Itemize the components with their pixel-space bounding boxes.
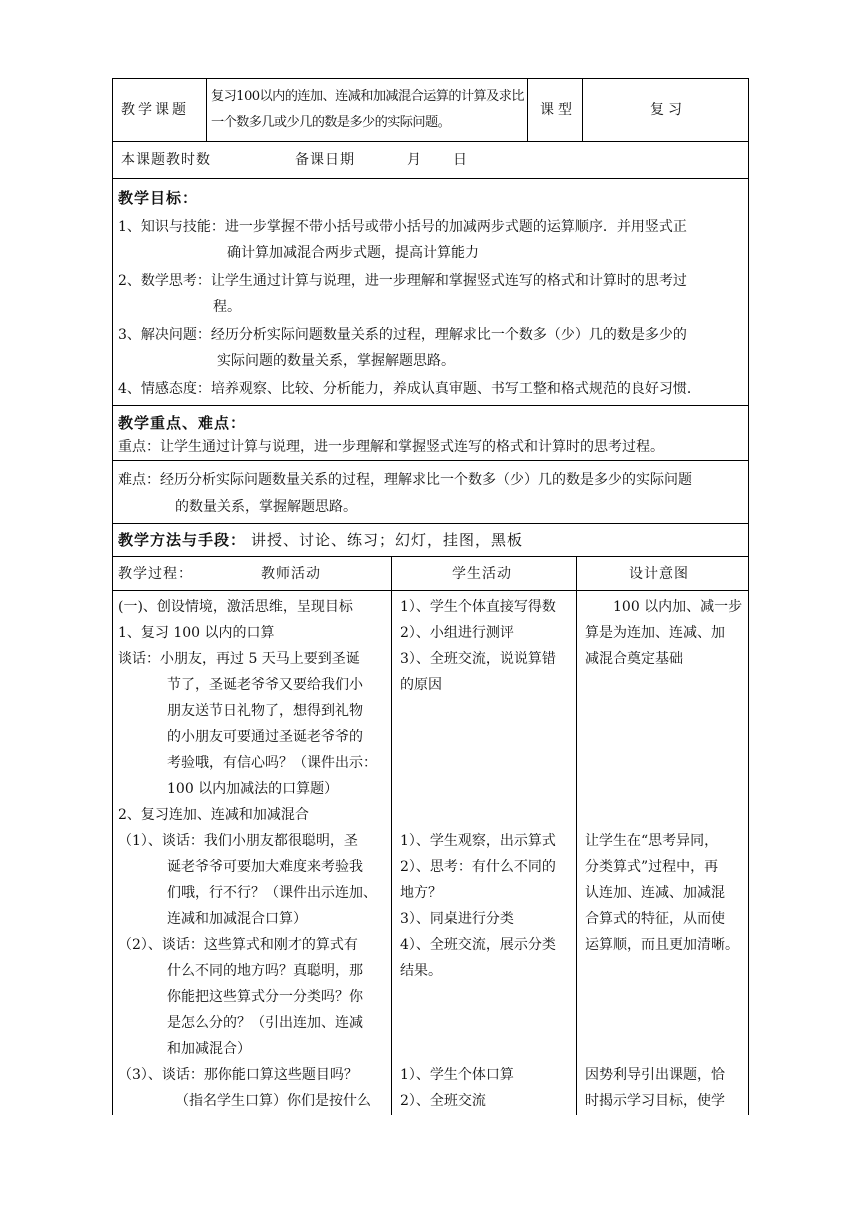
teacher-line: (一)、创设情境，激活思维，呈现目标 bbox=[118, 599, 353, 615]
methods-value: 讲授、讨论、练习；幻灯，挂图，黑板 bbox=[251, 531, 524, 549]
teacher-line: 考验哦，有信心吗？（课件出示： bbox=[167, 755, 377, 771]
teacher-line: 们哦，行不行？（课件出示连加、 bbox=[167, 885, 377, 901]
student-line: 的原因 bbox=[400, 677, 442, 693]
design-line: 时揭示学习目标，使学 bbox=[585, 1093, 725, 1109]
student-line: 2）、全班交流 bbox=[400, 1093, 486, 1109]
difficulty-line2: 的数量关系，掌握解题思路。 bbox=[175, 499, 357, 515]
design-line: 让学生在“思考异同， bbox=[585, 833, 719, 849]
objectives-section bbox=[112, 178, 749, 405]
teacher-activity-header: 教师活动 bbox=[261, 566, 321, 582]
key-points-section bbox=[112, 405, 749, 460]
objective-4-line1: 4、情感态度：培养观察、比较、分析能力，养成认真审题、书写工整和格式规范的良好习惯． bbox=[118, 381, 701, 397]
lesson-plan-table bbox=[112, 78, 749, 1115]
hours-row bbox=[112, 141, 749, 178]
type-value: 复习 bbox=[650, 102, 686, 118]
month-label: 月 bbox=[407, 152, 421, 168]
date-label: 备课日期 bbox=[295, 152, 355, 168]
objective-1-line2: 确计算加减混合两步式题，提高计算能力 bbox=[227, 245, 479, 261]
design-line: 分类算式”过程中，再 bbox=[585, 859, 719, 875]
student-line: 结果。 bbox=[400, 963, 442, 979]
teacher-line: 是怎么分的？（引出连加、连减 bbox=[167, 1015, 363, 1031]
student-line: 3）、全班交流，说说算错 bbox=[400, 651, 556, 667]
teacher-line: 朋友送节日礼物了，想得到礼物 bbox=[167, 703, 363, 719]
design-line: 认连加、连减、加减混 bbox=[585, 885, 725, 901]
student-line: 2）、小组进行测评 bbox=[400, 625, 514, 641]
process-header-row bbox=[112, 556, 749, 590]
student-line: 1）、学生个体直接写得数 bbox=[400, 599, 556, 615]
teacher-line: （指名学生口算）你们是按什么 bbox=[175, 1093, 371, 1109]
design-line: 算是为连加、连减、加 bbox=[585, 625, 725, 641]
student-activity-header: 学生活动 bbox=[452, 566, 512, 582]
student-line: 3）、同桌进行分类 bbox=[400, 911, 514, 927]
teacher-line: 节了，圣诞老爷爷又要给我们小 bbox=[167, 677, 363, 693]
teacher-line: 你能把这些算式分一分类吗？你 bbox=[167, 989, 363, 1005]
difficulty-section bbox=[112, 460, 749, 523]
objective-2-line2: 程。 bbox=[213, 299, 241, 315]
student-line: 地方？ bbox=[400, 885, 442, 901]
objective-3-line1: 3、解决问题：经历分析实际问题数量关系的过程，理解求比一个数多（少）几的数是多少的 bbox=[118, 327, 687, 343]
student-line: 1）、学生观察，出示算式 bbox=[400, 833, 556, 849]
teacher-line: 的小朋友可要通过圣诞老爷爷的 bbox=[167, 729, 363, 745]
objective-3-line2: 实际问题的数量关系，掌握解题思路。 bbox=[217, 353, 455, 369]
design-line: 100 以内加、减一步 bbox=[613, 599, 743, 615]
student-line: 4）、全班交流，展示分类 bbox=[400, 937, 556, 953]
design-intent-header: 设计意图 bbox=[629, 566, 689, 582]
type-label: 课型 bbox=[540, 102, 576, 118]
student-line: 2）、思考：有什么不同的 bbox=[400, 859, 556, 875]
student-line: 1）、学生个体口算 bbox=[400, 1067, 514, 1083]
teacher-line: （2）、谈话：这些算式和刚才的算式有 bbox=[118, 937, 358, 953]
design-intent-column bbox=[576, 591, 750, 1115]
teacher-line: 100 以内加减法的口算题） bbox=[167, 781, 339, 797]
hours-label: 本课题教时数 bbox=[121, 152, 211, 168]
teacher-line: 和加减混合） bbox=[167, 1041, 251, 1057]
teacher-line: 诞老爷爷可要加大难度来考验我 bbox=[167, 859, 363, 875]
design-line: 因势利导引出课题，恰 bbox=[585, 1067, 725, 1083]
objective-2-line1: 2、数学思考：让学生通过计算与说理，进一步理解和掌握竖式连写的格式和计算时的思考过 bbox=[118, 273, 687, 289]
teacher-line: 2、复习连加、连减和加减混合 bbox=[118, 807, 309, 823]
teacher-line: 1、复习 100 以内的口算 bbox=[118, 625, 275, 641]
topic-row bbox=[112, 78, 749, 141]
topic-text-line2: 一个数多几或少几的数是多少的实际问题。 bbox=[211, 115, 451, 130]
design-line: 运算顺，而且更加清晰。 bbox=[585, 937, 739, 953]
process-body-row bbox=[112, 590, 749, 1115]
topic-text-line1: 复习100以内的连加、连减和加减混合运算的计算及求比 bbox=[211, 89, 524, 104]
design-line: 减混合奠定基础 bbox=[585, 651, 683, 667]
teacher-line: 连减和加减混合口算） bbox=[167, 911, 307, 927]
teacher-line: 谈话：小朋友，再过 5 天马上要到圣诞 bbox=[118, 651, 360, 667]
teacher-line: （3）、谈话：那你能口算这些题目吗？ bbox=[118, 1067, 358, 1083]
objectives-title: 教学目标： bbox=[118, 189, 199, 207]
teacher-line: 什么不同的地方吗？真聪明，那 bbox=[167, 963, 363, 979]
teacher-activity-column bbox=[113, 591, 391, 1115]
methods-title: 教学方法与手段： bbox=[118, 531, 247, 549]
student-activity-column bbox=[391, 591, 576, 1115]
day-label: 日 bbox=[453, 152, 467, 168]
key-points-title: 教学重点、难点： bbox=[118, 414, 247, 432]
design-line: 合算式的特征，从而使 bbox=[585, 911, 725, 927]
methods-row bbox=[112, 523, 749, 556]
difficulty-line1: 难点：经历分析实际问题数量关系的过程，理解求比一个数多（少）几的数是多少的实际问题 bbox=[118, 472, 692, 488]
topic-label: 教学课题 bbox=[121, 102, 189, 118]
focus-text: 重点：让学生通过计算与说理，进一步理解和掌握竖式连写的格式和计算时的思考过程。 bbox=[118, 439, 664, 455]
process-label: 教学过程： bbox=[118, 566, 193, 582]
objective-1-line1: 1、知识与技能：进一步掌握不带小括号或带小括号的加减两步式题的运算顺序．并用竖式正 bbox=[118, 219, 687, 235]
teacher-line: （1）、谈话：我们小朋友都很聪明，圣 bbox=[118, 833, 358, 849]
